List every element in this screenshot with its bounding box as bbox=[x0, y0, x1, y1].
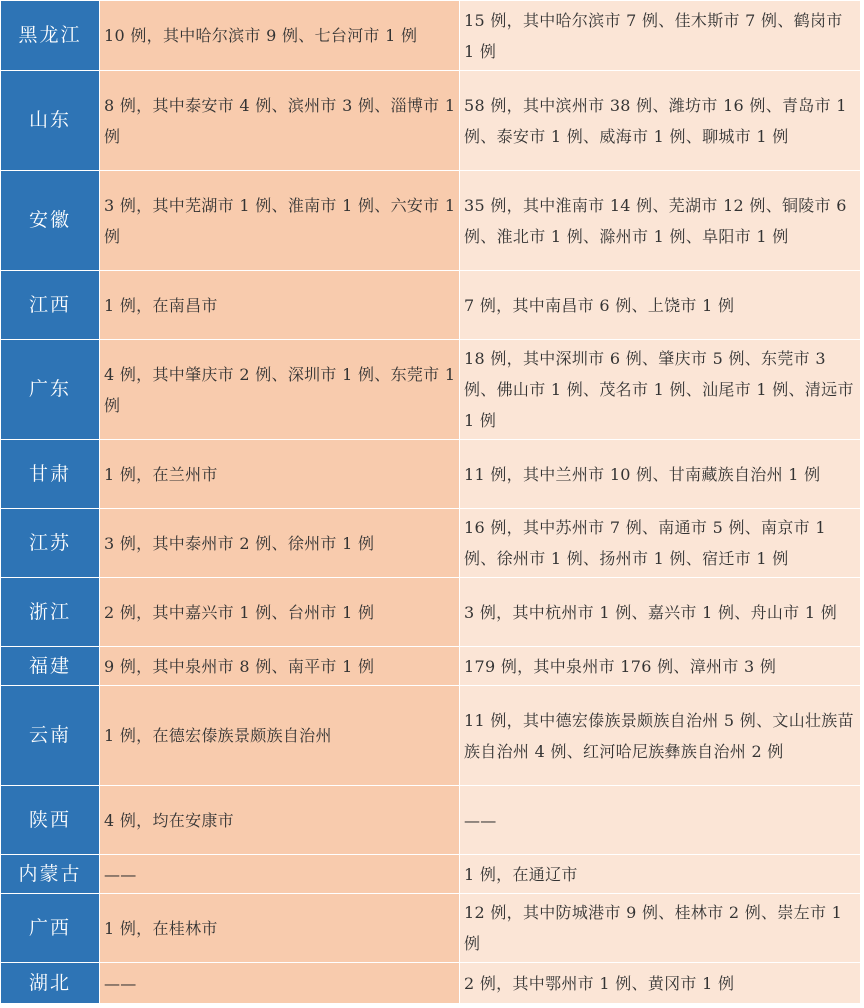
cases-cell-b: 3 例，其中杭州市 1 例、嘉兴市 1 例、舟山市 1 例 bbox=[460, 578, 861, 647]
cases-cell-a: 8 例，其中泰安市 4 例、滨州市 3 例、淄博市 1 例 bbox=[100, 71, 460, 171]
table-row bbox=[1, 963, 861, 1004]
province-cell: 云南 bbox=[1, 686, 100, 786]
province-cell: 陕西 bbox=[1, 786, 100, 855]
table-row bbox=[1, 855, 861, 894]
province-cell: 黑龙江 bbox=[1, 1, 100, 71]
table-row bbox=[1, 894, 861, 963]
cases-cell-a: 4 例，均在安康市 bbox=[100, 786, 460, 855]
table-row bbox=[1, 171, 861, 271]
cases-cell-b: 18 例，其中深圳市 6 例、肇庆市 5 例、东莞市 3 例、佛山市 1 例、茂名市 1 例、汕尾市 1 例、清远市 1 例 bbox=[460, 340, 861, 440]
cases-cell-b: —— bbox=[460, 786, 861, 855]
cases-cell-a: 3 例，其中泰州市 2 例、徐州市 1 例 bbox=[100, 509, 460, 578]
table-row bbox=[1, 440, 861, 509]
cases-cell-b: 7 例，其中南昌市 6 例、上饶市 1 例 bbox=[460, 271, 861, 340]
province-cell: 广西 bbox=[1, 894, 100, 963]
table-row bbox=[1, 340, 861, 440]
cases-cell-b: 11 例，其中兰州市 10 例、甘南藏族自治州 1 例 bbox=[460, 440, 861, 509]
cases-cell-a: —— bbox=[100, 963, 460, 1004]
cases-cell-b: 11 例，其中德宏傣族景颇族自治州 5 例、文山壮族苗族自治州 4 例、红河哈尼族彝族自治州 2 例 bbox=[460, 686, 861, 786]
cases-cell-a: 10 例，其中哈尔滨市 9 例、七台河市 1 例 bbox=[100, 1, 460, 71]
cases-cell-a: 1 例，在德宏傣族景颇族自治州 bbox=[100, 686, 460, 786]
province-cell: 福建 bbox=[1, 647, 100, 686]
province-cell: 甘肃 bbox=[1, 440, 100, 509]
cases-cell-a: 9 例，其中泉州市 8 例、南平市 1 例 bbox=[100, 647, 460, 686]
cases-cell-b: 35 例，其中淮南市 14 例、芜湖市 12 例、铜陵市 6 例、淮北市 1 例、滁州市 1 例、阜阳市 1 例 bbox=[460, 171, 861, 271]
province-cell: 山东 bbox=[1, 71, 100, 171]
cases-cell-b: 16 例，其中苏州市 7 例、南通市 5 例、南京市 1 例、徐州市 1 例、扬州市 1 例、宿迁市 1 例 bbox=[460, 509, 861, 578]
cases-cell-a: 1 例，在南昌市 bbox=[100, 271, 460, 340]
table-row bbox=[1, 686, 861, 786]
table-row bbox=[1, 71, 861, 171]
cases-cell-a: 2 例，其中嘉兴市 1 例、台州市 1 例 bbox=[100, 578, 460, 647]
table-row bbox=[1, 578, 861, 647]
province-cell: 安徽 bbox=[1, 171, 100, 271]
province-cell: 江西 bbox=[1, 271, 100, 340]
province-cell: 浙江 bbox=[1, 578, 100, 647]
cases-cell-b: 58 例，其中滨州市 38 例、潍坊市 16 例、青岛市 1 例、泰安市 1 例、威海市 1 例、聊城市 1 例 bbox=[460, 71, 861, 171]
province-cell: 湖北 bbox=[1, 963, 100, 1004]
cases-cell-b: 12 例，其中防城港市 9 例、桂林市 2 例、崇左市 1 例 bbox=[460, 894, 861, 963]
table-row bbox=[1, 647, 861, 686]
cases-cell-a: 3 例，其中芜湖市 1 例、淮南市 1 例、六安市 1 例 bbox=[100, 171, 460, 271]
province-cell: 江苏 bbox=[1, 509, 100, 578]
table-row bbox=[1, 786, 861, 855]
table-row bbox=[1, 1, 861, 71]
cases-cell-b: 179 例，其中泉州市 176 例、漳州市 3 例 bbox=[460, 647, 861, 686]
cases-cell-a: 1 例，在桂林市 bbox=[100, 894, 460, 963]
province-cell: 内蒙古 bbox=[1, 855, 100, 894]
table-row bbox=[1, 509, 861, 578]
province-cell: 广东 bbox=[1, 340, 100, 440]
table-row bbox=[1, 271, 861, 340]
cases-cell-b: 15 例，其中哈尔滨市 7 例、佳木斯市 7 例、鹤岗市 1 例 bbox=[460, 1, 861, 71]
cases-cell-b: 1 例，在通辽市 bbox=[460, 855, 861, 894]
cases-cell-a: 4 例，其中肇庆市 2 例、深圳市 1 例、东莞市 1 例 bbox=[100, 340, 460, 440]
cases-cell-b: 2 例，其中鄂州市 1 例、黄冈市 1 例 bbox=[460, 963, 861, 1004]
cases-cell-a: —— bbox=[100, 855, 460, 894]
cases-cell-a: 1 例，在兰州市 bbox=[100, 440, 460, 509]
